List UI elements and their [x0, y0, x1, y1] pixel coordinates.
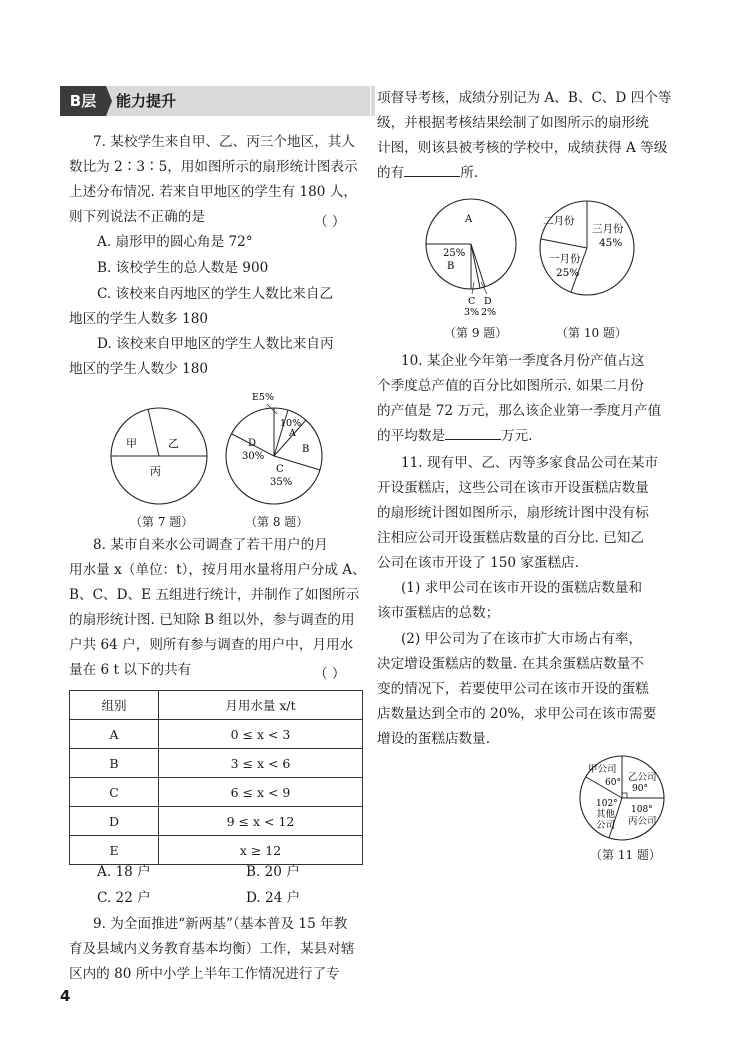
fig11-label-bing-angle: 108°	[631, 805, 653, 815]
fig7-radius-top	[148, 409, 159, 456]
fig8-label-b: B	[302, 444, 310, 455]
table-cell-range: x ≥ 12	[159, 836, 363, 865]
table-cell-group: E	[70, 836, 159, 865]
q11-line-4: 注相应公司开设蛋糕店数量的百分比. 已知乙	[377, 530, 644, 546]
q9-line-3: 区内的 80 所中小学上半年工作情况进行了专	[69, 966, 340, 982]
table-row	[70, 807, 363, 836]
fig11-label-other-2: 公司	[596, 820, 616, 831]
q8-option-c: C. 22 户	[97, 890, 151, 906]
figure-7-caption: （第 7 题）	[130, 515, 194, 529]
q10-line-1: 10. 某企业今年第一季度各月份产值占这	[401, 353, 645, 369]
table-row	[70, 749, 363, 778]
figure-11-pie	[572, 754, 672, 844]
q11-part1-line-2: 该市蛋糕店的总数；	[377, 605, 500, 621]
q8-line-5: 户共 64 户，则所有参与调查的用户中，月用水	[69, 637, 354, 653]
section-tag-arrow	[106, 86, 112, 116]
table-header-usage: 月用水量 x/t	[159, 691, 363, 720]
section-tag: B层	[60, 86, 106, 116]
fig9-label-a: A	[465, 214, 473, 225]
table-row	[70, 778, 363, 807]
page-number: 4	[60, 987, 71, 1005]
q10-answer-blank	[445, 425, 501, 440]
section-title: 能力提升	[116, 92, 177, 110]
q10-last-suffix: 万元.	[500, 428, 533, 444]
table-cell-group: D	[70, 807, 159, 836]
q7-line-4: 则下列说法不正确的是	[69, 209, 205, 225]
fig11-label-other-1: 其他	[596, 809, 616, 820]
table-cell-range: 9 ≤ x < 12	[159, 807, 363, 836]
fig11-right-angle-mark	[622, 793, 627, 798]
q7-line-2: 数比为 2∶3∶5，用如图所示的扇形统计图表示	[69, 159, 358, 175]
fig8-label-a-pct: 10%	[280, 418, 302, 429]
figure-8-caption: （第 8 题）	[245, 515, 309, 529]
fig11-label-yi-angle: 90°	[632, 784, 648, 794]
q7-option-d-cont: 地区的学生人数少 180	[69, 361, 209, 377]
q11-line-2: 开设蛋糕店，这些公司在该市开设蛋糕店数量	[377, 480, 649, 496]
q8-option-a: A. 18 户	[97, 864, 151, 880]
table-header-row	[70, 691, 363, 720]
fig9-label-c: C	[468, 296, 476, 307]
q11-line-1: 11. 现有甲、乙、丙等多家食品公司在某市	[401, 455, 659, 471]
q9-answer-blank	[404, 162, 460, 177]
q9-line-4: 项督导考核，成绩分别记为 A、B、C、D 四个等	[377, 90, 672, 106]
q11-line-3: 的扇形统计图如图所示，扇形统计图中没有标	[377, 505, 649, 521]
q7-option-a: A. 扇形甲的圆心角是 72°	[97, 234, 253, 250]
fig8-label-a: A	[289, 428, 296, 439]
q7-line-3: 上述分布情况. 若来自甲地区的学生有 180 人，	[69, 184, 357, 200]
q8-line-4: 的扇形统计图. 已知除 B 组以外，参与调查的用	[69, 612, 355, 628]
fig11-label-other-angle: 102°	[596, 799, 618, 809]
table-cell-range: 0 ≤ x < 3	[159, 720, 363, 749]
fig11-label-bing: 丙公司	[628, 816, 657, 827]
figure-10-caption: （第 10 题）	[556, 326, 627, 340]
fig7-label-yi: 乙	[168, 437, 179, 450]
fig9-label-d-pct: 2%	[481, 307, 497, 318]
q10-line-2: 个季度总产值的百分比如图所示. 如果二月份	[377, 378, 644, 394]
fig8-label-d: D	[248, 438, 257, 449]
figure-11-caption: （第 11 题）	[590, 848, 661, 862]
fig9-label-b: B	[447, 261, 455, 272]
fig9-label-d: D	[484, 296, 492, 307]
fig9-label-b-pct: 25%	[443, 248, 466, 259]
figure-10-pie	[537, 198, 637, 298]
table-cell-group: C	[70, 778, 159, 807]
q11-line-5: 公司在该市开设了 150 家蛋糕店.	[377, 555, 580, 571]
fig10-radius-left	[541, 239, 587, 248]
q11-part2-line-3: 变的情况下，若要使甲公司在该市开设的蛋糕	[377, 681, 649, 697]
q9-last-suffix: 所.	[460, 165, 479, 181]
q8-answer-bracket: （ ）	[314, 666, 346, 682]
fig10-label-mar: 三月份	[592, 223, 624, 235]
q11-part2-line-2: 决定增设蛋糕店的数量. 在其余蛋糕店数量不	[377, 656, 644, 672]
fig10-label-jan: 一月份	[549, 253, 581, 265]
fig11-label-jia-angle: 60°	[605, 778, 621, 788]
q8-option-b: B. 20 户	[246, 864, 300, 880]
table-header-group: 组别	[70, 691, 159, 720]
table-cell-group: A	[70, 720, 159, 749]
q8-line-2: 用水量 x（单位：t），按月用水量将用户分成 A、	[69, 562, 366, 578]
q9-last-prefix: 的有	[377, 165, 405, 181]
q7-option-d: D. 该校来自甲地区的学生人数比来自丙	[97, 336, 334, 352]
q9-line-6: 计图，则该县被考核的学校中，成绩获得 A 等级	[377, 140, 668, 156]
q9-line-7	[377, 161, 478, 186]
section-header	[60, 86, 375, 116]
q10-line-4	[377, 424, 532, 449]
q8-line-1: 8. 某市自来水公司调查了若干用户的月	[93, 537, 328, 553]
q8-line-6: 量在 6 t 以下的共有	[69, 662, 192, 678]
q9-line-5: 级，并根据考核结果绘制了如图所示的扇形统	[377, 115, 649, 131]
q11-part2-line-5: 增设的蛋糕店数量.	[377, 731, 491, 747]
fig8-label-d-pct: 30%	[242, 451, 265, 462]
fig8-leader-e	[267, 404, 277, 414]
fig8-label-c-pct: 35%	[270, 477, 293, 488]
figure-7-pie	[108, 405, 210, 507]
figure-9-pie	[425, 196, 525, 318]
q9-line-2: 育及县域内义务教育基本均衡）工作，某县对辖	[69, 941, 355, 957]
fig10-label-feb: 二月份	[543, 215, 575, 227]
q7-answer-bracket: （ ）	[314, 214, 346, 230]
q10-line-3: 的产值是 72 万元，那么该企业第一季度月产值	[377, 403, 662, 419]
fig9-leader-c	[472, 282, 474, 294]
fig9-label-c-pct: 3%	[464, 307, 480, 318]
q11-part2-line-4: 店数量达到全市的 20%，求甲公司在该市需要	[377, 706, 657, 722]
q11-part2-line-1: (2) 甲公司为了在该市扩大市场占有率，	[401, 631, 643, 647]
q7-option-c-cont: 地区的学生人数多 180	[69, 311, 209, 327]
fig10-label-mar-pct: 45%	[599, 237, 623, 249]
fig7-label-bing: 丙	[150, 465, 161, 478]
q11-part1-line-1: (1) 求甲公司在该市开设的蛋糕店数量和	[401, 580, 643, 596]
q8-option-d: D. 24 户	[246, 890, 301, 906]
fig10-label-jan-pct: 25%	[556, 267, 580, 279]
figure-9-caption: （第 9 题）	[444, 326, 508, 340]
fig8-label-e: E5%	[252, 392, 275, 403]
q9-line-1: 9. 为全面推进“新两基”（基本普及 15 年教	[93, 916, 348, 932]
figure-8-pie	[222, 390, 332, 510]
table-cell-range: 6 ≤ x < 9	[159, 778, 363, 807]
table-row	[70, 720, 363, 749]
q8-line-3: B、C、D、E 五组进行统计，并制作了如图所示	[69, 587, 360, 603]
fig11-label-jia: 甲公司	[588, 764, 617, 775]
table-cell-range: 3 ≤ x < 6	[159, 749, 363, 778]
fig7-label-jia: 甲	[126, 437, 137, 450]
table-cell-group: B	[70, 749, 159, 778]
q7-option-c: C. 该校来自丙地区的学生人数比来自乙	[97, 286, 334, 302]
fig8-label-c: C	[276, 464, 284, 475]
fig11-label-yi: 乙公司	[628, 772, 657, 783]
q7-option-b: B. 该校学生的总人数是 900	[97, 260, 269, 276]
fig8-radius-2	[274, 410, 288, 456]
q7-line-1: 7. 某校学生来自甲、乙、丙三个地区，其人	[93, 134, 355, 150]
water-usage-table	[69, 690, 363, 865]
q10-last-prefix: 的平均数是	[377, 428, 445, 444]
column-gutter	[370, 86, 371, 986]
